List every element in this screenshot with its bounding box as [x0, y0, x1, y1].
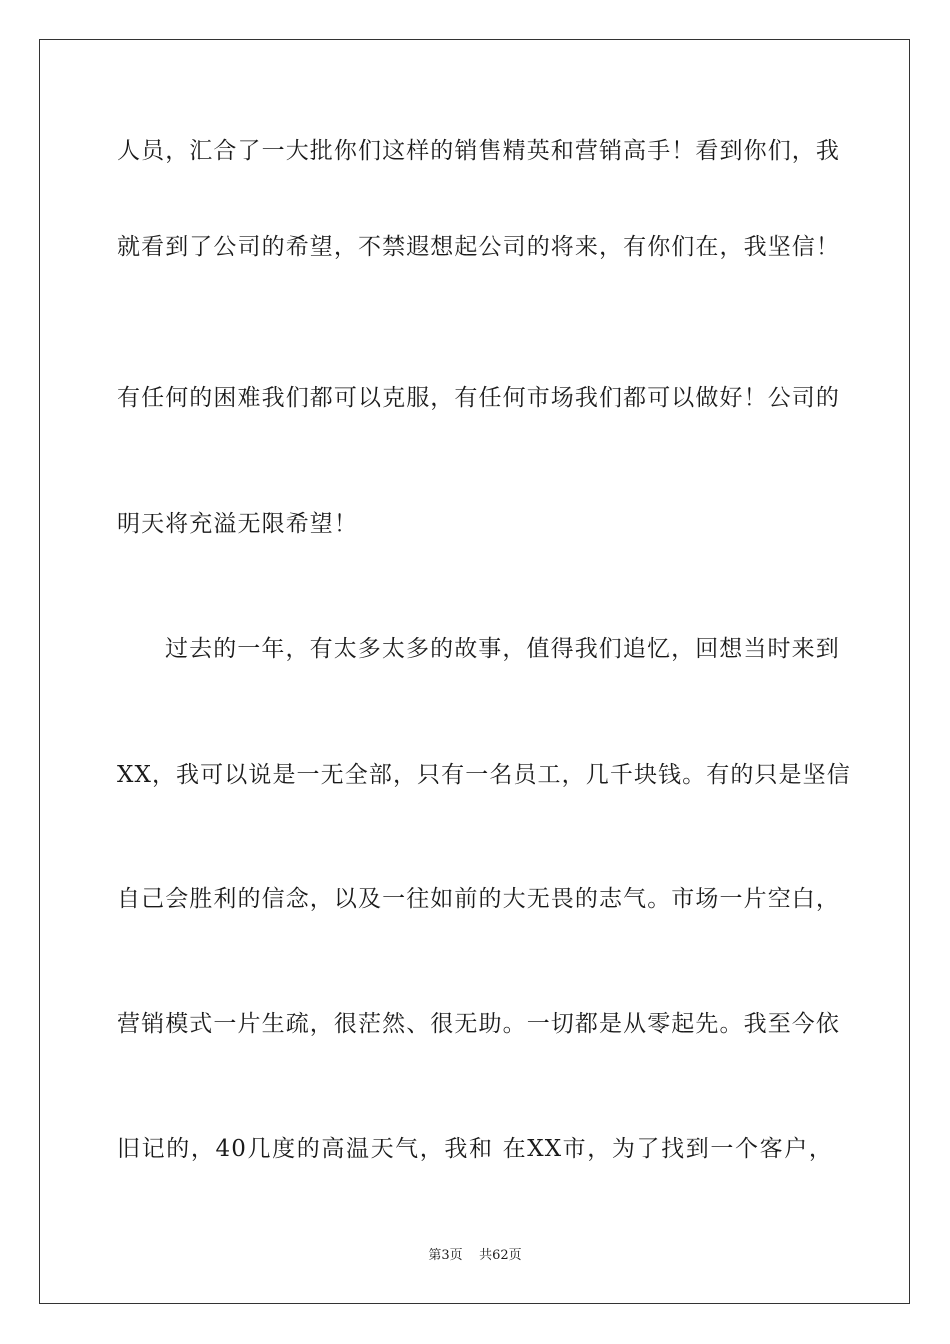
page-total: 共62页 [479, 1248, 522, 1263]
text-line: 营销模式一片生疏，很茫然、很无助。一切都是从零起先。我至今依 [117, 1011, 840, 1037]
paragraph-first-line: 过去的一年，有太多太多的故事，值得我们追忆，回想当时来到 [165, 636, 840, 662]
text-line: 明天将充溢无限希望！ [117, 511, 358, 537]
text-line: 人员，汇合了一大批你们这样的销售精英和营销高手！看到你们，我 [117, 138, 840, 164]
page-number: 第3页 [428, 1248, 463, 1263]
page-footer [0, 1248, 950, 1264]
text-line: 自己会胜利的信念，以及一往如前的大无畏的志气。市场一片空白， [117, 886, 840, 912]
text-line: 有任何的困难我们都可以克服，有任何市场我们都可以做好！公司的 [117, 385, 840, 411]
text-line: 就看到了公司的希望，不禁遐想起公司的将来，有你们在，我坚信！ [117, 234, 840, 260]
text-line: XX，我可以说是一无全部，只有一名员工，几千块钱。有的只是坚信 [117, 762, 851, 788]
page-border [39, 39, 910, 1304]
text-line: 旧记的，40几度的高温天气，我和 在XX市，为了找到一个客户， [117, 1136, 833, 1162]
